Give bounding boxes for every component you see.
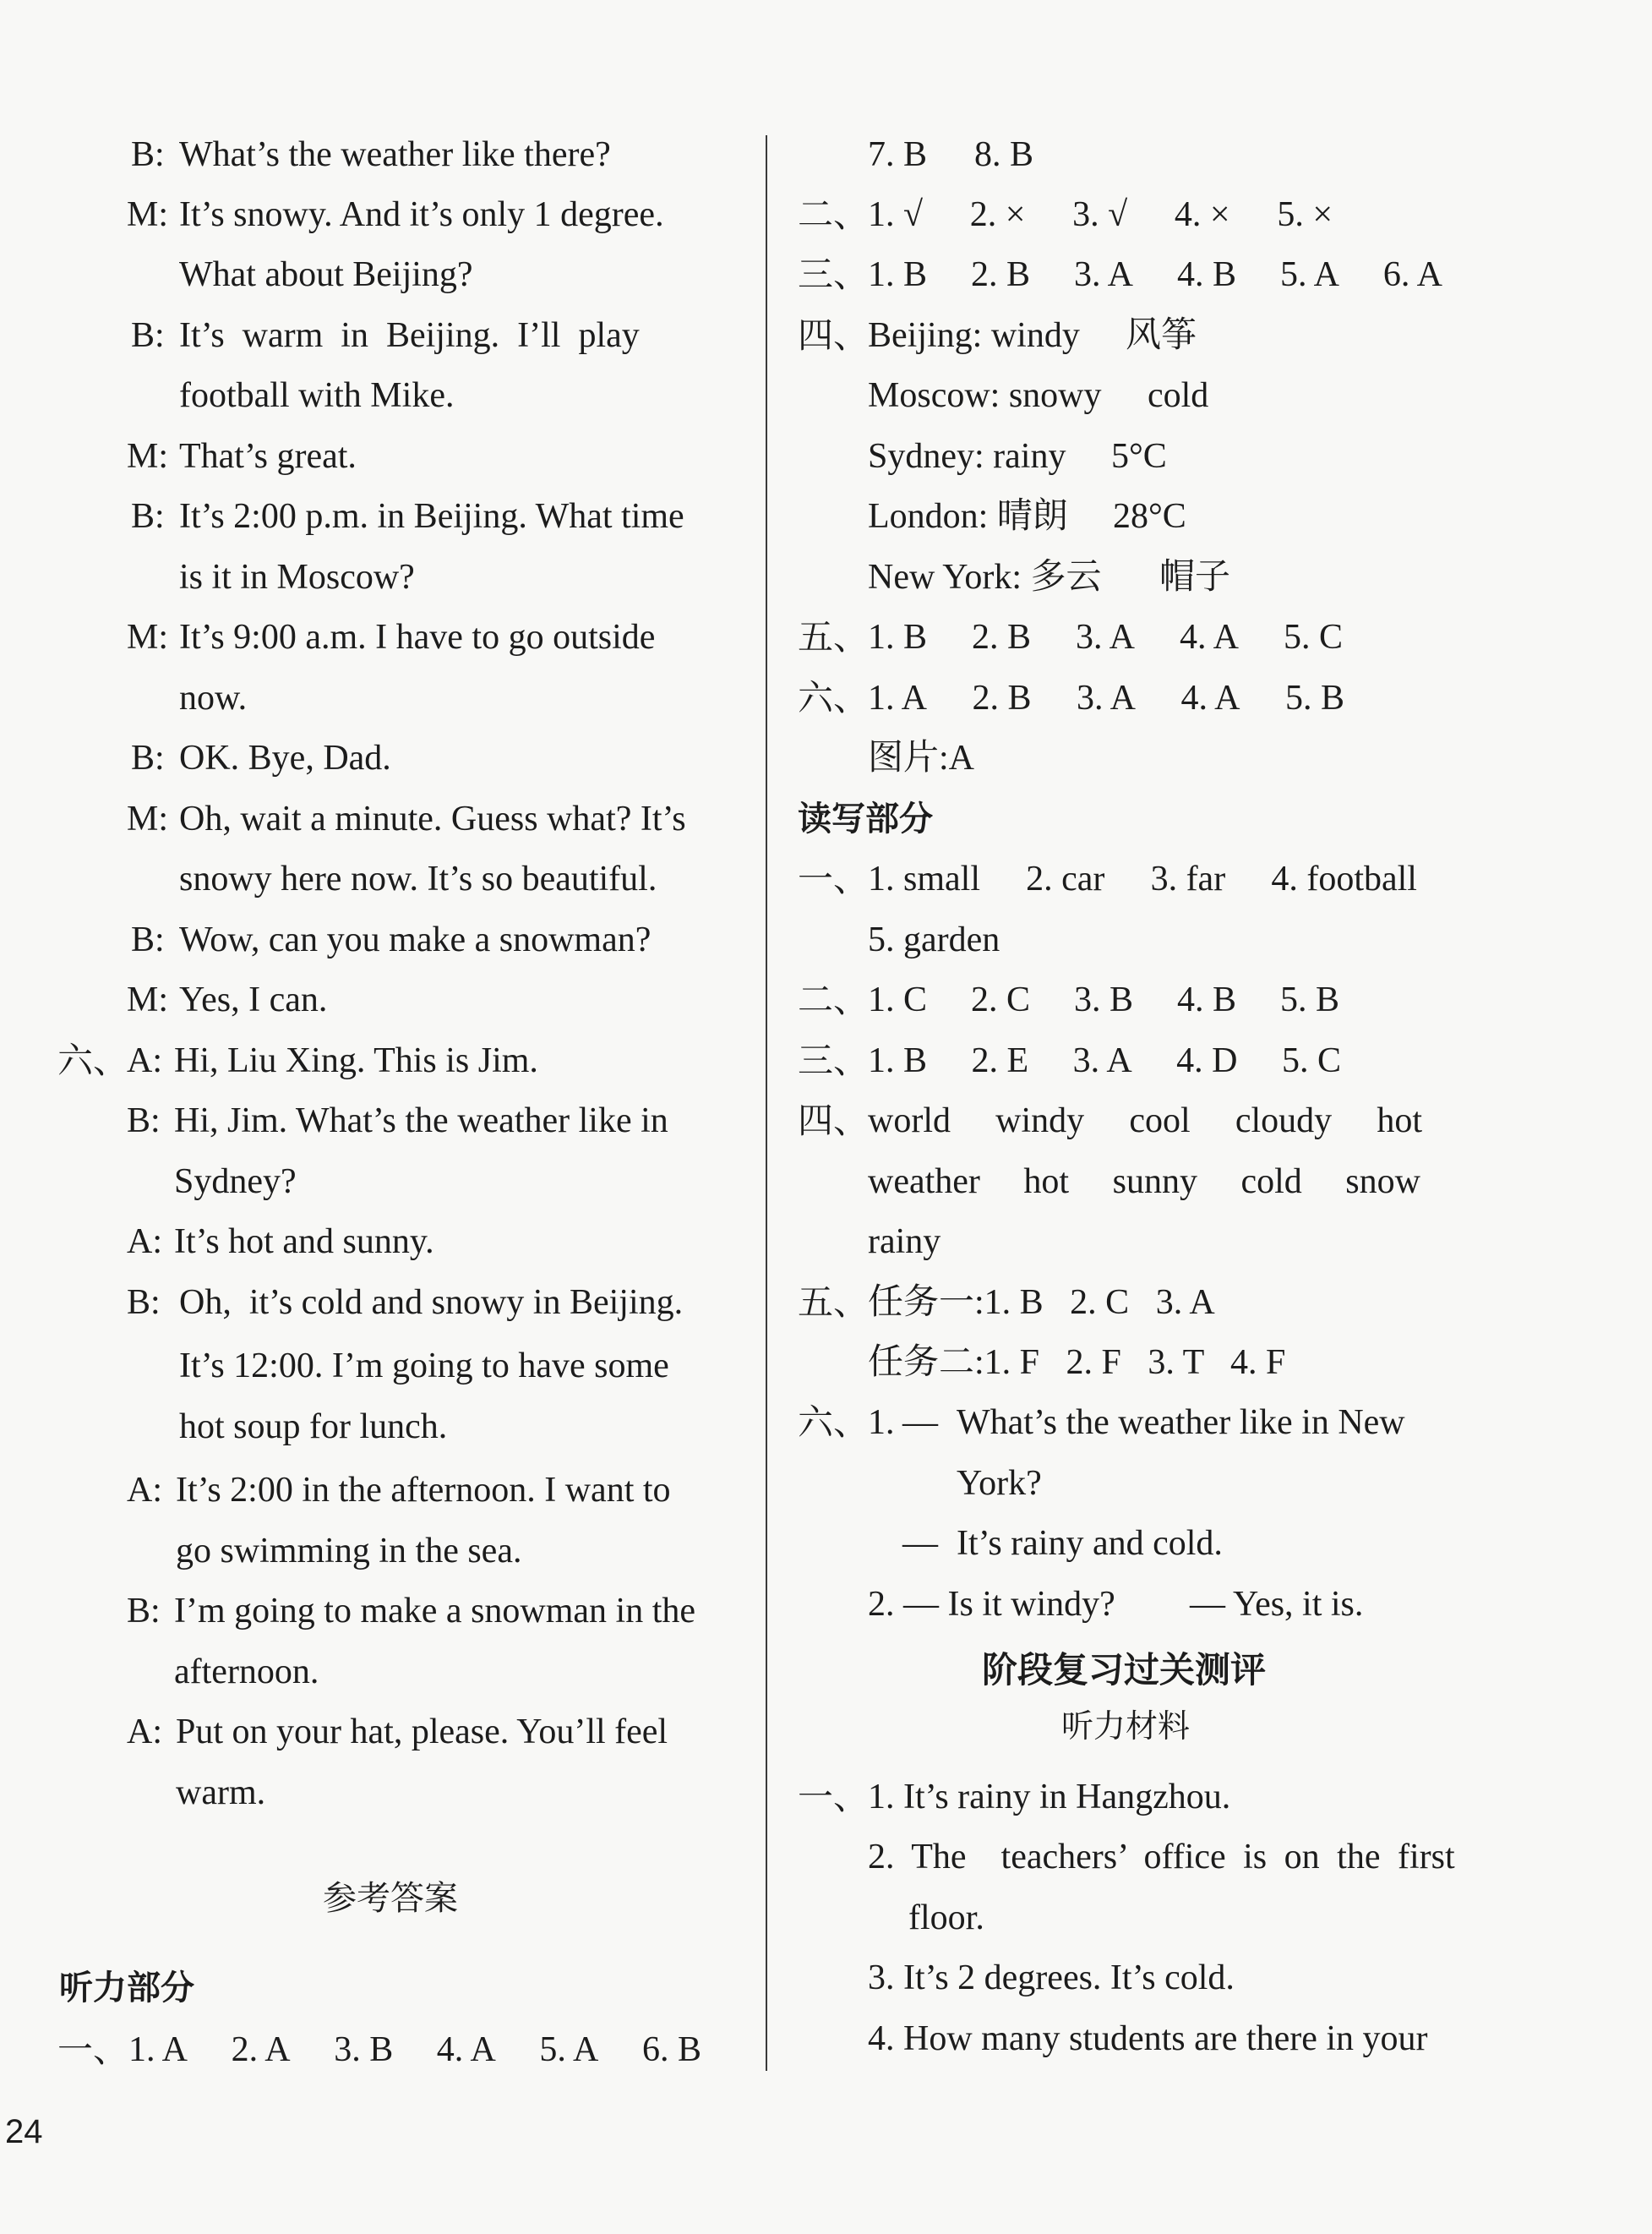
weather-detail: 5°C bbox=[1111, 437, 1167, 476]
answer-item: 2. B bbox=[972, 679, 1032, 718]
dialogue-line: I’m going to make a snowman in the bbox=[174, 1592, 696, 1630]
answer-item: 1. B bbox=[868, 618, 928, 657]
answer-item: 8. B bbox=[973, 135, 1033, 174]
material-line: 4. How many students are there in your bbox=[868, 2019, 1428, 2058]
answer-item: 3. A bbox=[1076, 679, 1136, 718]
answer-item: 3. A bbox=[1075, 618, 1135, 657]
speaker-label: A: bbox=[127, 1712, 162, 1751]
section-label: 一、 bbox=[798, 858, 870, 899]
answer-item: 5. A bbox=[1279, 255, 1339, 294]
dialogue-line: It’s snowy. And it’s only 1 degree. bbox=[179, 195, 664, 234]
answer-item: 2. E bbox=[971, 1041, 1029, 1080]
listening-heading: 听力部分 bbox=[59, 1969, 194, 2007]
dialogue-line: afternoon. bbox=[174, 1652, 319, 1691]
answer-item: 1. B bbox=[868, 1041, 928, 1080]
weather-city: Moscow: snowy bbox=[868, 376, 1102, 415]
speaker-label: M: bbox=[127, 437, 169, 476]
section-label: 六、 bbox=[798, 1401, 870, 1443]
word-row bbox=[868, 1158, 1420, 1205]
weather-city: Sydney: rainy bbox=[868, 437, 1066, 476]
speaker-label: A: bbox=[127, 1471, 162, 1510]
answer-item: 3. A bbox=[1072, 1041, 1132, 1080]
dialogue-line: snowy here now. It’s so beautiful. bbox=[179, 860, 657, 899]
answer-sentence: York? bbox=[957, 1464, 1042, 1503]
weather-detail: 风筝 bbox=[1126, 316, 1197, 355]
section-label: 四、 bbox=[798, 314, 870, 356]
weather-detail: cold bbox=[1148, 376, 1209, 415]
answer-item: 1. C bbox=[868, 980, 928, 1019]
section-label: 五、 bbox=[798, 616, 870, 658]
word-item: cloudy bbox=[1235, 1101, 1333, 1140]
dialogue-line: football with Mike. bbox=[179, 376, 455, 415]
answer-sentence: It’s rainy and cold. bbox=[957, 1524, 1223, 1563]
section-label: 一、 bbox=[57, 2029, 129, 2070]
answer-item: 1. A bbox=[128, 2030, 188, 2069]
stage-review-title: 阶段复习过关测评 bbox=[982, 1649, 1267, 1691]
dialogue-line: It’s 12:00. I’m going to have some bbox=[179, 1346, 669, 1385]
answer-item: 1. small bbox=[868, 860, 980, 899]
answer-item: 5. C bbox=[1281, 1041, 1341, 1080]
answer-item: 4. B bbox=[1176, 980, 1236, 1019]
word-item: windy bbox=[995, 1101, 1085, 1140]
speaker-label: B: bbox=[127, 1592, 161, 1630]
listening-material-title: 听力材料 bbox=[1061, 1707, 1191, 1745]
dialogue-line: Put on your hat, please. You’ll feel bbox=[176, 1712, 668, 1751]
answer-item: 4. × bbox=[1174, 195, 1230, 234]
answer-item: 6. A bbox=[1382, 255, 1442, 294]
weather-city: Beijing: windy bbox=[868, 316, 1080, 355]
answer-sentence: — Yes, it is. bbox=[1190, 1585, 1364, 1624]
picture-answer: 图片:A bbox=[868, 739, 975, 778]
answer-item: 2. C bbox=[970, 980, 1030, 1019]
material-line: floor. bbox=[908, 1898, 984, 1937]
dialogue-line: It’s 2:00 p.m. in Beijing. What time bbox=[179, 497, 684, 536]
answer-item: 4. A bbox=[1180, 679, 1240, 718]
material-line bbox=[868, 1833, 1464, 1881]
speaker-label: B: bbox=[131, 316, 165, 355]
dialogue-line: What about Beijing? bbox=[179, 255, 473, 294]
answer-row bbox=[128, 2026, 701, 2073]
dash: — bbox=[902, 1403, 938, 1442]
answer-item: 4. A bbox=[436, 2030, 496, 2069]
page-number: 24 bbox=[5, 2113, 43, 2150]
word-item: cool bbox=[1129, 1101, 1191, 1140]
answer-item: 5. × bbox=[1277, 195, 1333, 234]
answer-item: 2. car bbox=[1026, 860, 1105, 899]
dialogue-line: is it in Moscow? bbox=[179, 558, 415, 597]
dialogue-line: now. bbox=[179, 679, 248, 718]
answer-item: 5. B bbox=[1279, 980, 1339, 1019]
weather-city: London: 晴朗 bbox=[868, 497, 1068, 536]
dialogue-line: Yes, I can. bbox=[179, 980, 328, 1019]
word-item: weather bbox=[868, 1162, 980, 1201]
answer-item: 3. far bbox=[1150, 860, 1226, 899]
answer-item: 2. × bbox=[969, 195, 1026, 234]
dialogue-line: OK. Bye, Dad. bbox=[179, 739, 391, 778]
dialogue-line: hot soup for lunch. bbox=[179, 1407, 448, 1446]
answer-item: 5. A bbox=[539, 2030, 599, 2069]
answer-sentence: 2. — Is it windy? bbox=[868, 1585, 1115, 1624]
section-label: 一、 bbox=[798, 1776, 870, 1817]
word-item: hot bbox=[1377, 1101, 1422, 1140]
speaker-label: B: bbox=[131, 920, 165, 959]
answer-item: 3. B bbox=[334, 2030, 394, 2069]
speaker-label: B: bbox=[127, 1101, 161, 1140]
answer-row bbox=[868, 131, 1033, 178]
dialogue-line: It’s warm in Beijing. I’ll play bbox=[179, 316, 640, 355]
answer-row bbox=[868, 976, 1339, 1024]
answer-item: 5. B bbox=[1284, 679, 1344, 718]
task-answers: 任务二:1. F 2. F 3. T 4. F bbox=[868, 1343, 1286, 1382]
material-text: 2. The teachers’ office is on the first bbox=[868, 1838, 1455, 1876]
material-line: 1. It’s rainy in Hangzhou. bbox=[868, 1778, 1231, 1816]
word-item: sunny bbox=[1112, 1162, 1197, 1201]
word-item: snow bbox=[1345, 1162, 1420, 1201]
dialogue-line: Hi, Liu Xing. This is Jim. bbox=[174, 1041, 538, 1080]
section-label: 三、 bbox=[798, 1040, 870, 1081]
word-row bbox=[868, 1097, 1422, 1144]
dialogue-line: Wow, can you make a snowman? bbox=[179, 920, 652, 959]
question-number: 1. bbox=[868, 1403, 895, 1442]
dialogue-line: Oh, wait a minute. Guess what? It’s bbox=[179, 800, 686, 838]
dialogue-line: It’s hot and sunny. bbox=[174, 1222, 434, 1261]
speaker-label: A: bbox=[127, 1041, 162, 1080]
answer-item: 2. B bbox=[970, 255, 1030, 294]
weather-detail: 帽子 bbox=[1159, 558, 1231, 597]
answer-row bbox=[868, 251, 1442, 298]
dialogue-line: Sydney? bbox=[174, 1162, 297, 1201]
speaker-label: M: bbox=[127, 980, 169, 1019]
speaker-label: M: bbox=[127, 195, 169, 234]
answer-item: 4. A bbox=[1179, 618, 1239, 657]
word-item: hot bbox=[1023, 1162, 1070, 1201]
section-label: 二、 bbox=[798, 194, 870, 235]
task-answers: 任务一:1. B 2. C 3. A bbox=[868, 1283, 1215, 1322]
speaker-label: B: bbox=[127, 1283, 161, 1322]
answers-title: 参考答案 bbox=[323, 1879, 458, 1918]
answer-sentence: What’s the weather like in New bbox=[957, 1403, 1405, 1442]
dialogue-line: Hi, Jim. What’s the weather like in bbox=[174, 1101, 668, 1140]
speaker-label: B: bbox=[131, 135, 165, 174]
section-label: 六、 bbox=[57, 1040, 129, 1081]
word-item: cold bbox=[1240, 1162, 1302, 1201]
dash: — bbox=[902, 1524, 938, 1563]
answer-item: 3. √ bbox=[1072, 195, 1128, 234]
column-divider bbox=[766, 135, 767, 2071]
word-item: rainy bbox=[868, 1222, 941, 1261]
dialogue-line: It’s 9:00 a.m. I have to go outside bbox=[179, 618, 656, 657]
section-label: 三、 bbox=[798, 254, 870, 295]
answer-item: 1. B bbox=[868, 255, 928, 294]
answer-item: 5. garden bbox=[868, 920, 1000, 959]
speaker-label: B: bbox=[131, 497, 165, 536]
answer-item: 5. C bbox=[1283, 618, 1343, 657]
speaker-label: A: bbox=[127, 1222, 162, 1261]
answer-item: 6. B bbox=[641, 2030, 701, 2069]
section-label: 二、 bbox=[798, 979, 870, 1020]
section-label: 五、 bbox=[798, 1281, 870, 1323]
answer-row bbox=[868, 855, 1417, 903]
answer-item: 3. B bbox=[1073, 980, 1133, 1019]
material-line: 3. It’s 2 degrees. It’s cold. bbox=[868, 1958, 1235, 1997]
answer-item: 1. √ bbox=[868, 195, 924, 234]
dialogue-line: Oh, it’s cold and snowy in Beijing. bbox=[179, 1283, 684, 1322]
answer-row bbox=[868, 1037, 1341, 1084]
word-item: world bbox=[868, 1101, 951, 1140]
dialogue-line: That’s great. bbox=[179, 437, 357, 476]
answer-item: 2. A bbox=[231, 2030, 291, 2069]
dialogue-line: go swimming in the sea. bbox=[176, 1532, 522, 1570]
answer-item: 1. A bbox=[868, 679, 928, 718]
answer-item: 7. B bbox=[868, 135, 928, 174]
dialogue-line: It’s 2:00 in the afternoon. I want to bbox=[176, 1471, 671, 1510]
answer-item: 4. D bbox=[1176, 1041, 1238, 1080]
answer-row bbox=[868, 614, 1343, 661]
weather-detail: 28°C bbox=[1113, 497, 1186, 536]
section-label: 四、 bbox=[798, 1100, 870, 1141]
answer-item: 3. A bbox=[1073, 255, 1133, 294]
answer-item: 2. B bbox=[971, 618, 1031, 657]
speaker-label: M: bbox=[127, 800, 169, 838]
section-label: 六、 bbox=[798, 677, 870, 718]
answer-item: 4. B bbox=[1176, 255, 1236, 294]
weather-city: New York: 多云 bbox=[868, 558, 1102, 597]
speaker-label: B: bbox=[131, 739, 165, 778]
speaker-label: M: bbox=[127, 618, 169, 657]
answer-row bbox=[868, 675, 1344, 722]
answer-item: 4. football bbox=[1271, 860, 1417, 899]
reading-writing-heading: 读写部分 bbox=[798, 800, 933, 838]
answer-row bbox=[868, 191, 1333, 238]
dialogue-line: What’s the weather like there? bbox=[179, 135, 611, 174]
dialogue-line: warm. bbox=[176, 1773, 266, 1812]
